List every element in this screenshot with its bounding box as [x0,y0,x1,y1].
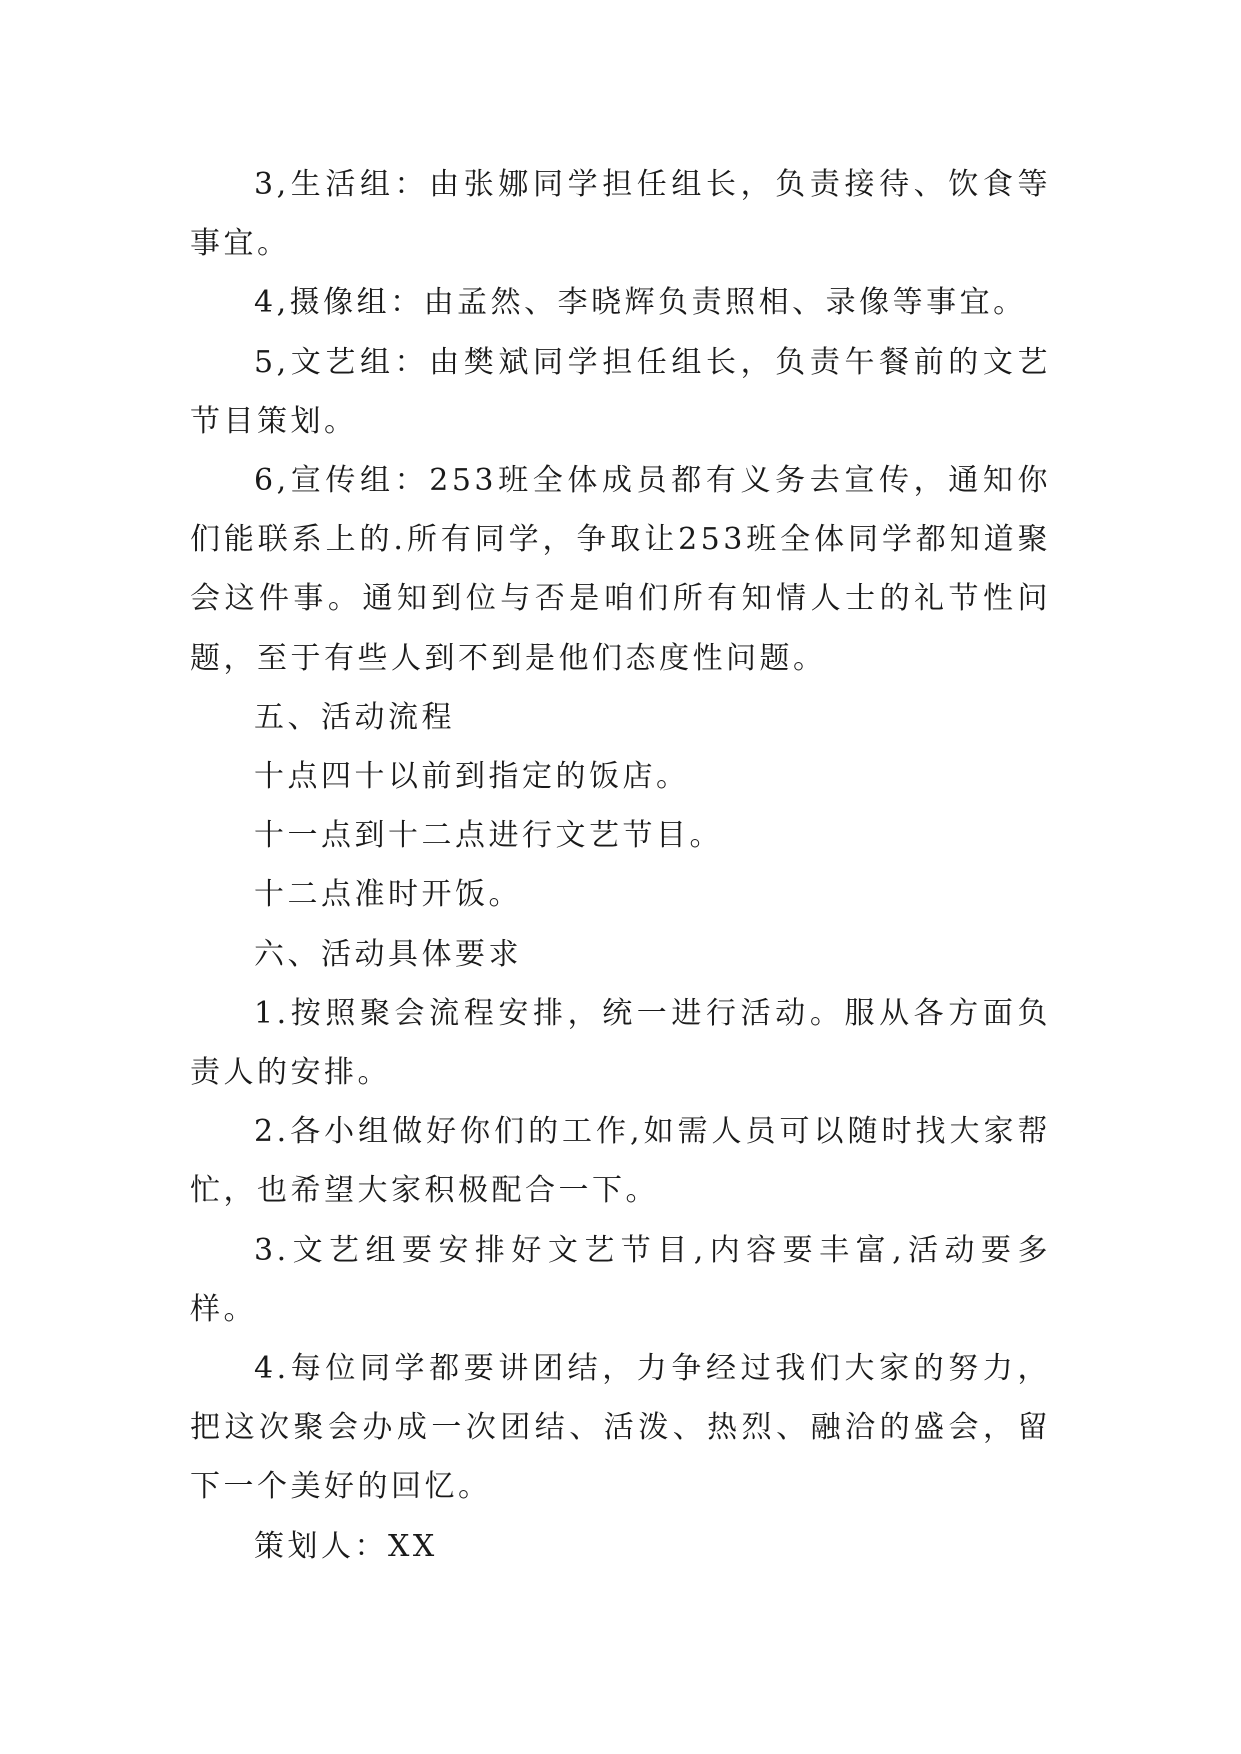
section-heading-requirements: 六、活动具体要求 [254,936,522,972]
paragraph-requirement-1: 1.按照聚会流程安排，统一进行活动。服从各方面负责人的安排。 [190,995,1051,1091]
planner-signature: 策划人：XX [254,1528,438,1564]
paragraph-requirement-4: 4.每位同学都要讲团结，力争经过我们大家的努力，把这次聚会办成一次团结、活泼、热烈、融洽的盛会，留下一个美好的回忆。 [190,1351,1051,1505]
paragraph-life-group: 3,生活组：由张娜同学担任组长，负责接待、饮食等事宜。 [190,167,1051,262]
section-heading-activity-process: 五、活动流程 [254,699,455,735]
paragraph-arts-group: 5,文艺组：由樊斌同学担任组长，负责午餐前的文艺节目策划。 [190,344,1051,439]
paragraph-meal-time: 十二点准时开饭。 [254,877,522,913]
paragraph-requirement-2: 2.各小组做好你们的工作,如需人员可以随时找大家帮忙，也希望大家积极配合一下。 [190,1114,1051,1209]
paragraph-arrival-time: 十点四十以前到指定的饭店。 [254,759,690,795]
paragraph-requirement-3: 3.文艺组要安排好文艺节目,内容要丰富,活动要多样。 [190,1232,1051,1327]
document-body [190,155,1051,1576]
paragraph-publicity-group: 6,宣传组：253班全体成员都有义务去宣传，通知你们能联系上的.所有同学，争取让253班全体同学都知道聚会这件事。通知到位与否是咱们所有知情人士的礼节性问题，至于有些人到不到是他们态度性问题。 [190,463,1051,676]
paragraph-performance-time: 十一点到十二点进行文艺节目。 [254,818,723,854]
paragraph-camera-group: 4,摄像组：由孟然、李晓辉负责照相、录像等事宜。 [254,285,1027,321]
